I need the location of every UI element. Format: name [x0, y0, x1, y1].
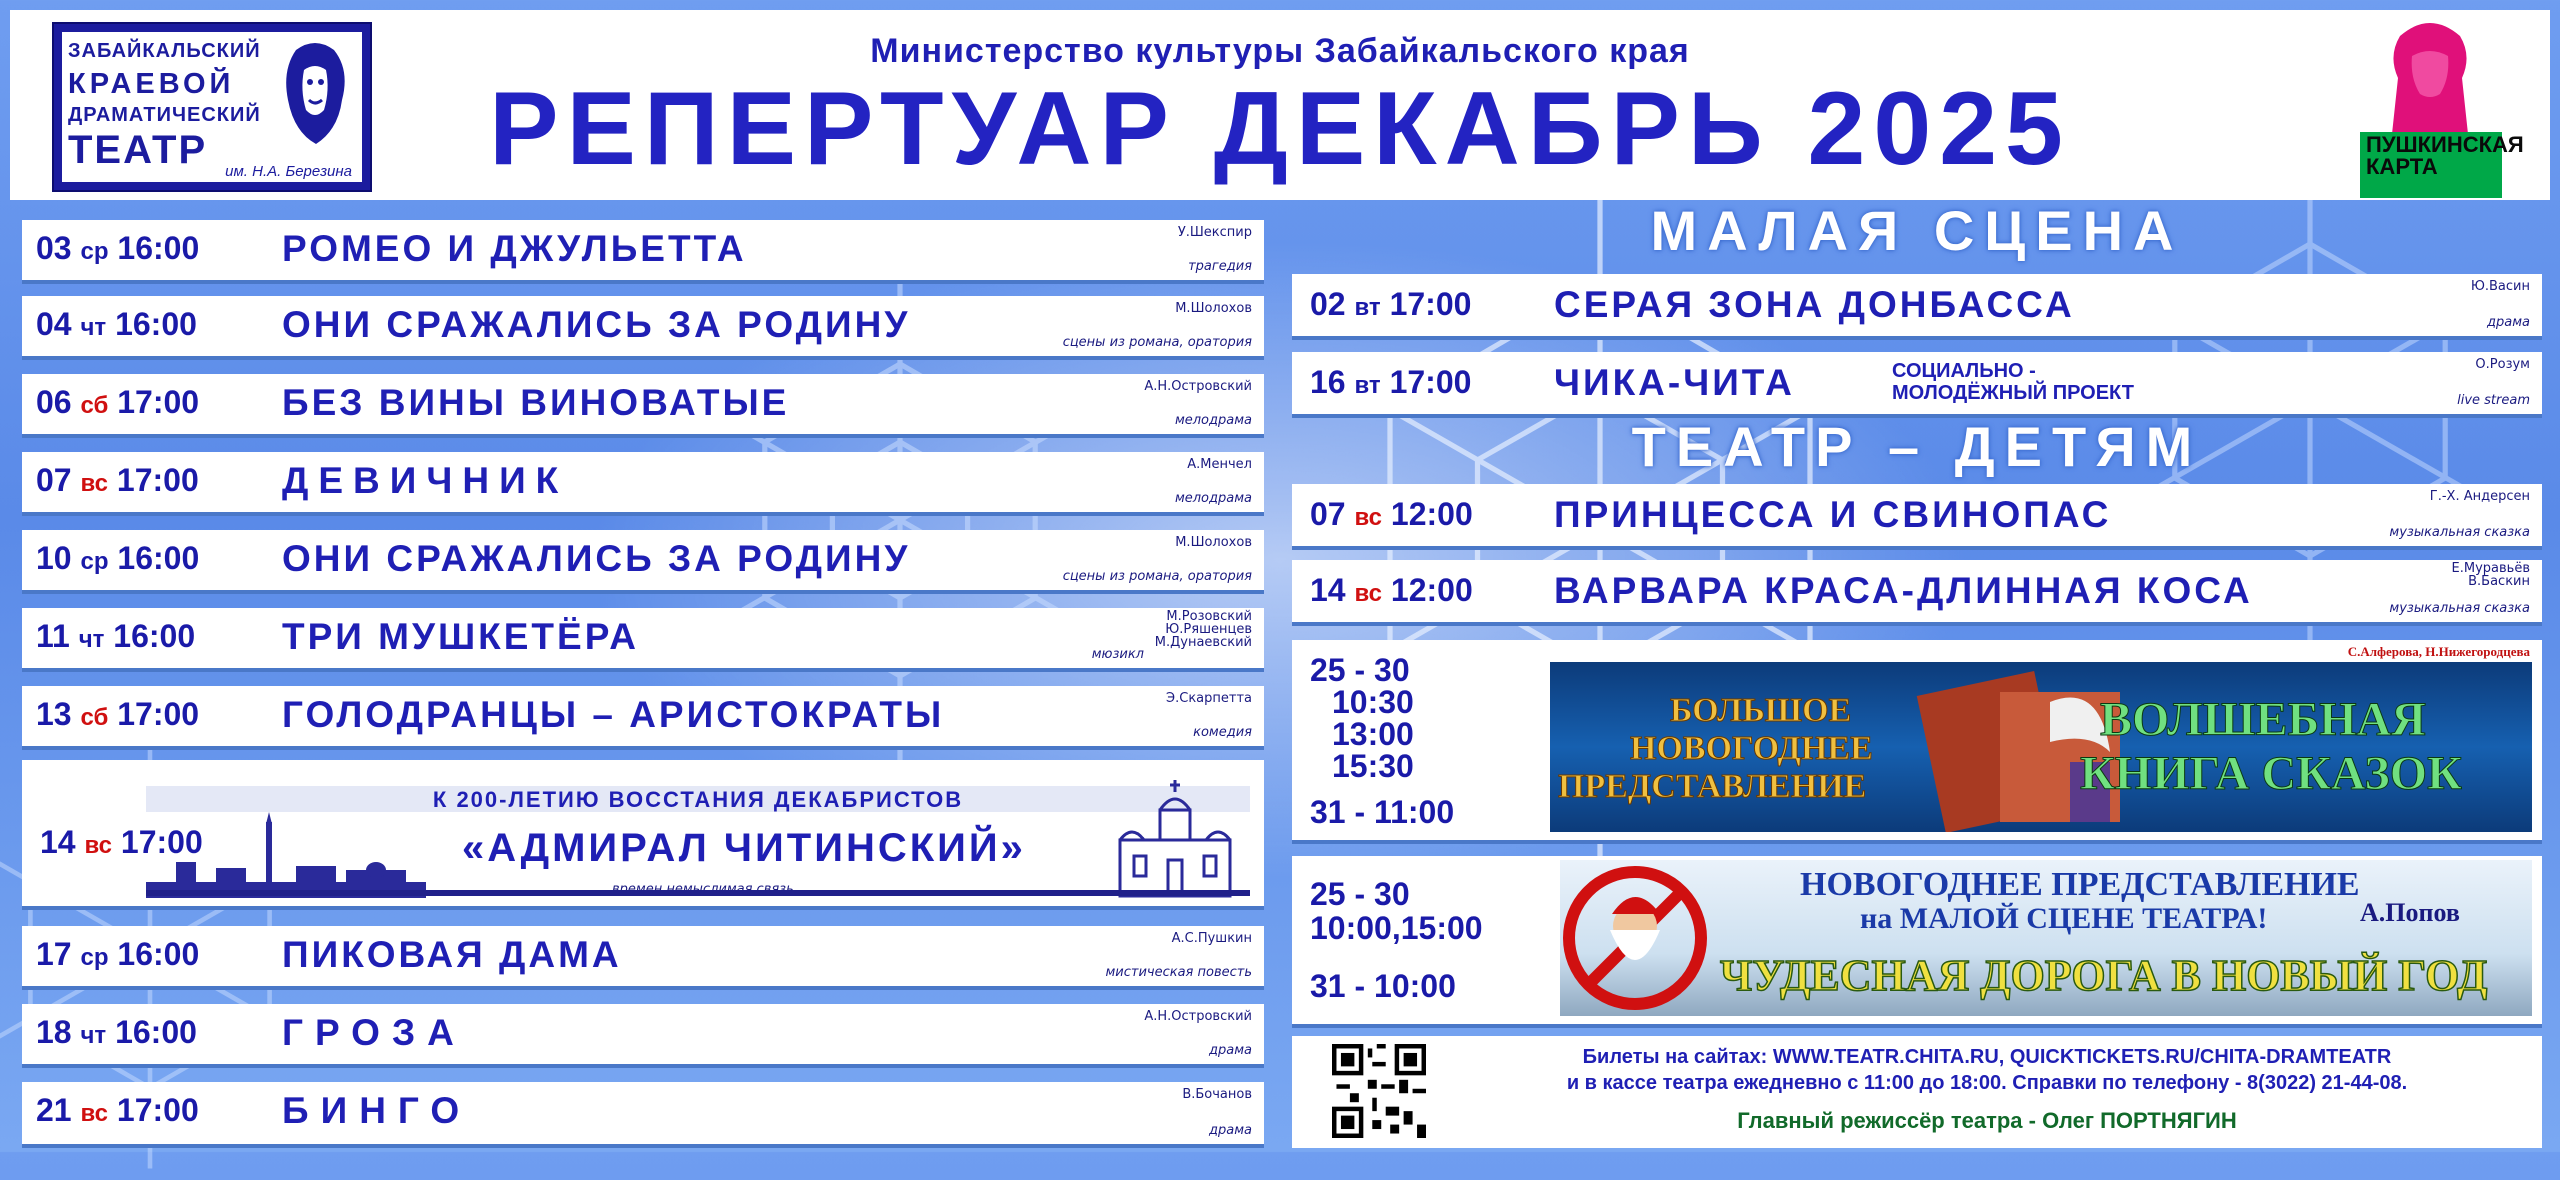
row-day: 02 — [1310, 286, 1346, 322]
director-credit: Главный режиссёр театра - Олег ПОРТНЯГИН — [1737, 1108, 2237, 1133]
row-weekday: чт — [80, 1022, 107, 1049]
show-dates: 31 - 11:00 — [1310, 794, 1455, 830]
poster-title: ЧУДЕСНАЯ ДОРОГА В НОВЫЙ ГОД — [1720, 951, 2488, 1000]
row-genre: сцены из романа, оратория — [1062, 335, 1252, 350]
row-weekday: вс — [1354, 504, 1382, 531]
header — [10, 10, 2550, 200]
row-genre: мюзикл — [1091, 647, 1144, 662]
row-author: Е.Муравьёв В.Баскин — [2451, 561, 2530, 589]
row-time: 16:00 — [115, 306, 197, 342]
show-time: 15:30 — [1332, 748, 1414, 784]
row-weekday: сб — [80, 392, 109, 419]
ministry-caption: Министерство культуры Забайкальского края — [870, 32, 1690, 70]
pushkin-card-logo[interactable] — [2350, 16, 2524, 198]
row-weekday: ср — [80, 238, 109, 265]
schedule-row[interactable] — [1292, 352, 2542, 418]
row-day: 14 — [40, 824, 76, 860]
show-authors: С.Алферова, Н.Нижегородцева — [2347, 644, 2530, 659]
row-weekday: вс — [80, 470, 108, 497]
row-author: М.Шолохов — [1175, 535, 1252, 550]
kids-heading: ТЕАТР – ДЕТЯМ — [1631, 415, 2203, 478]
row-day: 07 — [1310, 496, 1346, 532]
row-genre: музыкальная сказка — [2389, 601, 2530, 616]
show-dates: 31 - 10:00 — [1310, 968, 1456, 1004]
row-weekday: ср — [80, 944, 109, 971]
logo-line-3: ДРАМАТИЧЕСКИЙ — [68, 104, 261, 126]
row-day: 21 — [36, 1092, 72, 1128]
row-time: 12:00 — [1390, 496, 1473, 532]
row-day: 16 — [1310, 364, 1346, 400]
row-time: 16:00 — [117, 540, 200, 576]
poster-text-left-1: БОЛЬШОЕ — [1670, 692, 1852, 729]
poster-text-left-3: ПРЕДСТАВЛЕНИЕ — [1558, 768, 1867, 805]
poster-text-right-1: ВОЛШЕБНАЯ — [2100, 693, 2426, 746]
row-genre: мелодрама — [1174, 491, 1252, 506]
row-genre: live stream — [2457, 393, 2530, 408]
logo-subtitle: им. Н.А. Березина — [225, 163, 352, 180]
row-day: 03 — [36, 230, 72, 266]
row-title: БЕЗ ВИНЫ ВИНОВАТЫЕ — [282, 382, 790, 423]
schedule-row[interactable] — [22, 926, 1264, 990]
row-title: ВАРВАРА КРАСА-ДЛИННАЯ КОСА — [1554, 570, 2253, 611]
page-title: РЕПЕРТУАР ДЕКАБРЬ 2025 — [489, 71, 2071, 187]
row-weekday: вт — [1354, 372, 1381, 399]
row-title: ПРИНЦЕССА И СВИНОПАС — [1554, 494, 2112, 535]
logo-line-4: ТЕАТР — [68, 128, 208, 172]
row-time: 17:00 — [117, 384, 200, 420]
small-stage-heading: МАЛАЯ СЦЕНА — [1650, 199, 2184, 262]
special-event-row[interactable] — [22, 760, 1264, 910]
row-time: 17:00 — [120, 824, 203, 860]
row-title: ПИКОВАЯ ДАМА — [282, 934, 622, 975]
schedule-row[interactable] — [1292, 560, 2542, 626]
row-author: Э.Скарпетта — [1166, 691, 1252, 706]
row-title: ДЕВИЧНИК — [282, 460, 569, 501]
row-author: А.Менчел — [1187, 457, 1252, 472]
row-project-note: СОЦИАЛЬНО - МОЛОДЁЖНЫЙ ПРОЕКТ — [1892, 360, 2134, 404]
row-weekday: вс — [1354, 580, 1382, 607]
ticket-info — [1292, 1036, 2542, 1148]
schedule-row[interactable] — [22, 686, 1264, 750]
poster-text-right-2: КНИГА СКАЗОК — [2080, 747, 2462, 800]
row-author: А.Н.Островский — [1144, 379, 1252, 394]
row-genre: музыкальная сказка — [2389, 525, 2530, 540]
schedule-row[interactable] — [22, 608, 1264, 672]
logo-line-1: ЗАБАЙКАЛЬСКИЙ — [68, 40, 261, 62]
row-title: ГРОЗА — [282, 1012, 466, 1053]
row-time: 17:00 — [1389, 364, 1472, 400]
row-day: 07 — [36, 462, 72, 498]
box-office-info: и в кассе театра ежедневно с 11:00 до 18:00. Справки по телефону - 8(3022) 21-44-08. — [1566, 1072, 2408, 1094]
row-weekday: чт — [80, 314, 107, 341]
row-title: БИНГО — [282, 1090, 472, 1131]
row-day: 04 — [36, 306, 72, 342]
poster-line-2: на МАЛОЙ СЦЕНЕ ТЕАТРА! — [1860, 902, 2268, 935]
row-day: 13 — [36, 696, 72, 732]
qr-code-icon[interactable] — [1332, 1044, 1426, 1138]
row-author: А.С.Пушкин — [1171, 931, 1252, 946]
new-year-show-1[interactable] — [1292, 640, 2542, 844]
ticket-sites: Билеты на сайтах: WWW.TEATR.CHITA.RU, QUICKTICKETS.RU/CHITA-DRAMTEATR — [1582, 1046, 2392, 1068]
row-weekday: вт — [1354, 294, 1381, 321]
poster-wonderful-road — [1560, 860, 2532, 1016]
row-title: ОНИ СРАЖАЛИСЬ ЗА РОДИНУ — [282, 538, 911, 579]
row-day: 14 — [1310, 572, 1346, 608]
row-time: 17:00 — [1389, 286, 1472, 322]
logo-line-2: КРАЕВОЙ — [68, 68, 235, 100]
row-title: ЧИКА-ЧИТА — [1554, 362, 1795, 403]
schedule-row[interactable] — [22, 296, 1264, 360]
church-illustration — [1100, 780, 1250, 900]
poster-text-left-2: НОВОГОДНЕЕ — [1630, 730, 1873, 767]
row-author: Ю.Васин — [2470, 279, 2530, 294]
anniversary-text: К 200-ЛЕТИЮ ВОССТАНИЯ ДЕКАБРИСТОВ — [432, 787, 964, 812]
show-dates: 25 - 30 — [1310, 652, 1410, 688]
new-year-show-2[interactable] — [1292, 856, 2542, 1028]
row-author: М.Розовский Ю.Ряшенцев М.Дунаевский — [1154, 609, 1252, 650]
row-time: 17:00 — [116, 462, 199, 498]
row-day: 18 — [36, 1014, 72, 1050]
row-title: ОНИ СРАЖАЛИСЬ ЗА РОДИНУ — [282, 304, 911, 345]
schedule-row[interactable] — [22, 220, 1264, 284]
row-weekday: сб — [80, 704, 109, 731]
schedule-row[interactable] — [1292, 484, 2542, 550]
schedule-row[interactable] — [22, 1082, 1264, 1148]
schedule-row[interactable] — [22, 1004, 1264, 1068]
poster-line-1: НОВОГОДНЕЕ ПРЕДСТАВЛЕНИЕ — [1800, 866, 2360, 903]
pushkin-card-label: ПУШКИНСКАЯ КАРТА — [2360, 132, 2502, 198]
schedule-row[interactable] — [22, 530, 1264, 594]
show-time: 10:00,15:00 — [1310, 910, 1483, 946]
row-title: СЕРАЯ ЗОНА ДОНБАССА — [1554, 284, 2075, 325]
row-title: РОМЕО И ДЖУЛЬЕТТА — [282, 228, 747, 269]
row-weekday: вс — [84, 832, 112, 859]
row-author: М.Шолохов — [1175, 301, 1252, 316]
event-title: «АДМИРАЛ ЧИТИНСКИЙ» — [462, 826, 1026, 870]
schedule-row[interactable] — [22, 374, 1264, 438]
row-author: У.Шекспир — [1177, 225, 1252, 240]
row-genre: драма — [1209, 1123, 1252, 1138]
show-time: 13:00 — [1332, 716, 1414, 752]
row-weekday: ср — [80, 548, 109, 575]
row-genre: сцены из романа, оратория — [1062, 569, 1252, 584]
santa-icon — [1560, 860, 1710, 1016]
row-time: 16:00 — [117, 936, 200, 972]
row-genre: трагедия — [1188, 259, 1252, 274]
poster-author: А.Попов — [2360, 898, 2460, 927]
anniversary-banner — [146, 786, 1250, 812]
row-time: 17:00 — [116, 1092, 199, 1128]
row-time: 16:00 — [117, 230, 200, 266]
row-day: 17 — [36, 936, 72, 972]
row-genre: мелодрама — [1174, 413, 1252, 428]
row-time: 16:00 — [113, 618, 196, 654]
row-weekday: чт — [78, 626, 105, 653]
show-time: 10:30 — [1332, 684, 1414, 720]
row-weekday: вс — [80, 1100, 108, 1127]
row-day: 06 — [36, 384, 72, 420]
row-author: А.Н.Островский — [1144, 1009, 1252, 1024]
row-day: 10 — [36, 540, 72, 576]
city-skyline-illustration — [146, 812, 426, 898]
row-genre: драма — [1209, 1043, 1252, 1058]
show-dates: 25 - 30 — [1310, 876, 1410, 912]
row-author: О.Розум — [2475, 357, 2530, 372]
row-genre: комедия — [1193, 725, 1252, 740]
row-time: 17:00 — [117, 696, 200, 732]
row-title: ТРИ МУШКЕТЁРА — [282, 616, 639, 657]
pushkin-portrait-icon — [2350, 16, 2510, 134]
row-title: ГОЛОДРАНЦЫ – АРИСТОКРАТЫ — [282, 694, 945, 735]
row-day: 11 — [36, 618, 70, 654]
row-time: 12:00 — [1390, 572, 1473, 608]
row-genre: мистическая повесть — [1105, 965, 1252, 980]
poster-magic-book — [1550, 662, 2532, 832]
row-author: Г.-Х. Андерсен — [2429, 489, 2530, 504]
row-genre: драма — [2487, 315, 2530, 330]
schedule-row[interactable] — [1292, 274, 2542, 340]
schedule-row[interactable] — [22, 452, 1264, 516]
row-time: 16:00 — [115, 1014, 197, 1050]
row-author: В.Бочанов — [1182, 1087, 1252, 1102]
